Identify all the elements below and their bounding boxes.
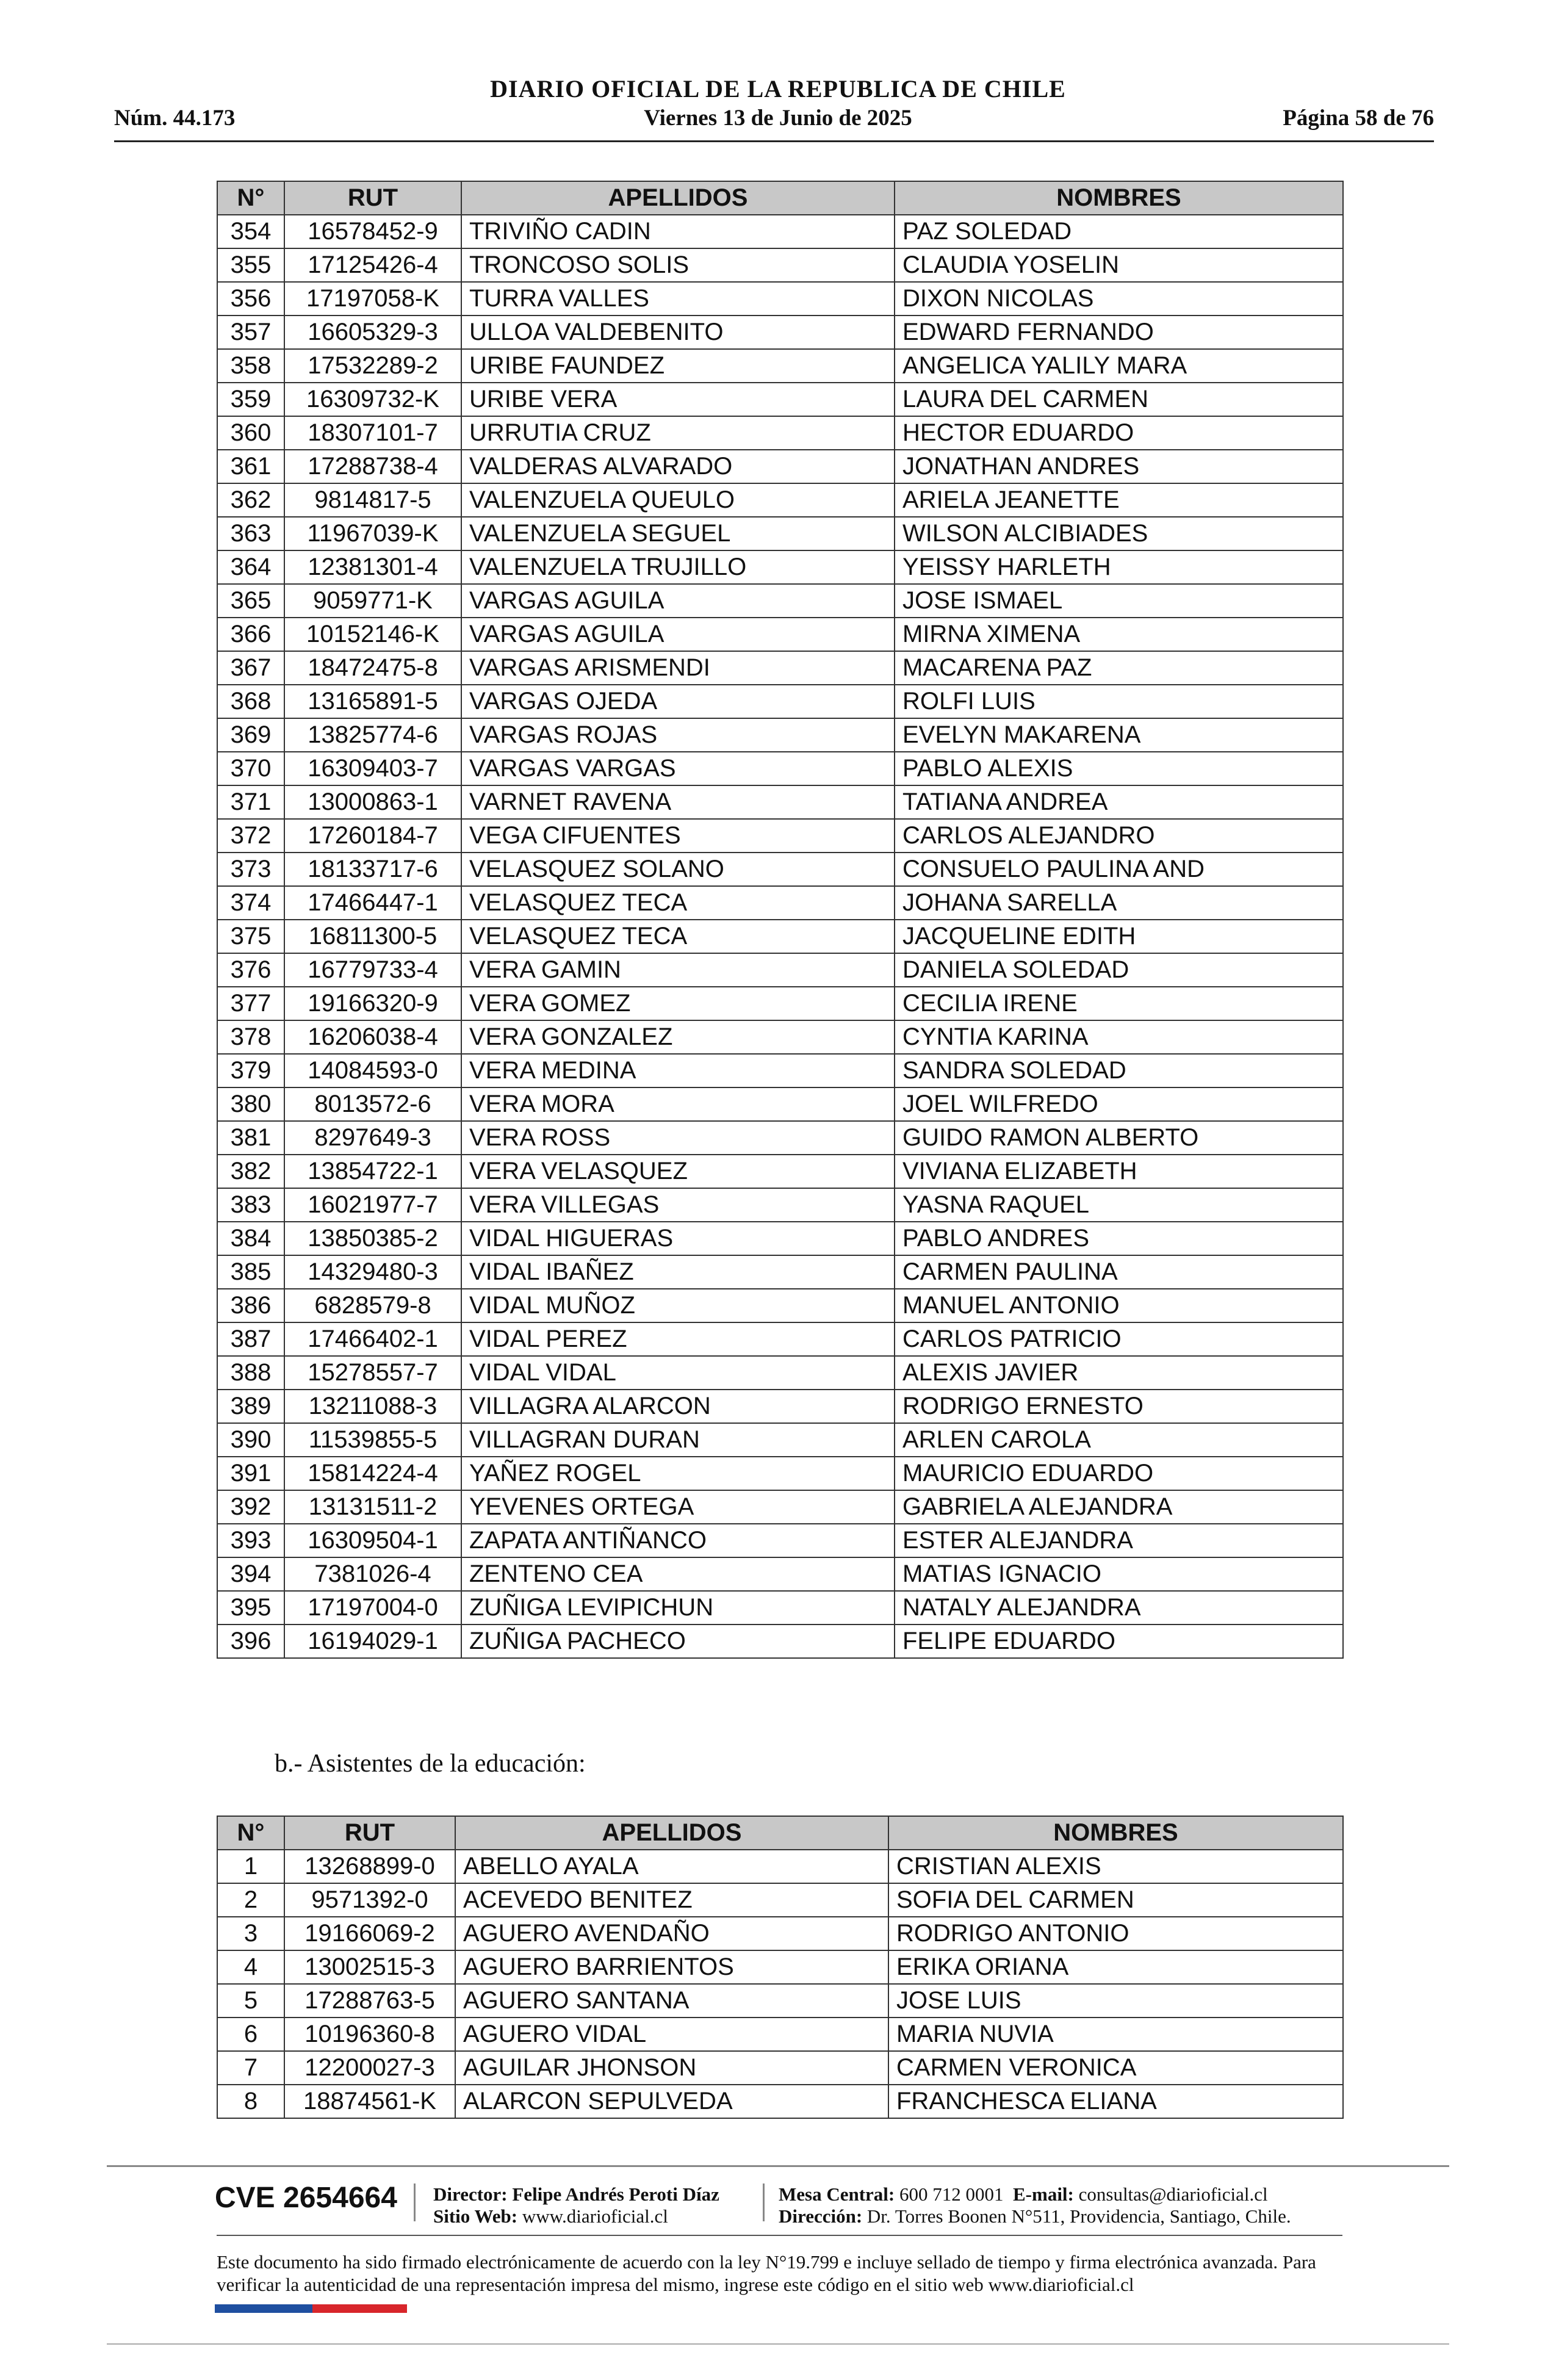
table-row xyxy=(217,316,1343,349)
cell-number: 368 xyxy=(217,685,284,718)
cell-rut: 11967039-K xyxy=(284,517,461,550)
cell-number: 354 xyxy=(217,215,284,248)
issue-number: Núm. 44.173 xyxy=(114,106,236,131)
cell-nombres: CYNTIA KARINA xyxy=(895,1020,1343,1054)
cell-nombres: WILSON ALCIBIADES xyxy=(895,517,1343,550)
cell-nombres: YEISSY HARLETH xyxy=(895,550,1343,584)
cve-code: CVE 2654664 xyxy=(215,2182,397,2214)
col-header-rut: RUT xyxy=(284,181,461,215)
cell-nombres: NATALY ALEJANDRA xyxy=(895,1591,1343,1625)
cell-rut: 13000863-1 xyxy=(284,785,461,819)
cell-apellidos: VALENZUELA QUEULO xyxy=(461,483,895,517)
cell-number: 376 xyxy=(217,953,284,987)
cell-nombres: MARIA NUVIA xyxy=(888,2018,1343,2051)
email-label: E-mail: xyxy=(1013,2183,1074,2205)
cell-rut: 19166320-9 xyxy=(284,987,461,1020)
cell-apellidos: VIDAL MUÑOZ xyxy=(461,1289,895,1322)
cell-apellidos: URIBE VERA xyxy=(461,383,895,416)
table-row xyxy=(217,450,1343,483)
cell-nombres: PAZ SOLEDAD xyxy=(895,215,1343,248)
cell-rut: 17260184-7 xyxy=(284,819,461,853)
table-row xyxy=(217,483,1343,517)
cell-apellidos: VARGAS VARGAS xyxy=(461,752,895,785)
cell-number: 385 xyxy=(217,1255,284,1289)
cell-rut: 13165891-5 xyxy=(284,685,461,718)
cell-apellidos: ABELLO AYALA xyxy=(455,1850,888,1883)
cell-nombres: LAURA DEL CARMEN xyxy=(895,383,1343,416)
cell-number: 358 xyxy=(217,349,284,383)
footer-separator xyxy=(414,2183,416,2221)
table-row xyxy=(217,215,1343,248)
phone-label: Mesa Central: xyxy=(779,2183,895,2205)
cell-rut: 18472475-8 xyxy=(284,651,461,685)
cell-rut: 17532289-2 xyxy=(284,349,461,383)
footer-director-block xyxy=(433,2183,719,2227)
cell-rut: 12200027-3 xyxy=(284,2051,455,2085)
table-row xyxy=(217,383,1343,416)
cell-number: 1 xyxy=(217,1850,284,1883)
cell-apellidos: VALENZUELA TRUJILLO xyxy=(461,550,895,584)
col-header-apellidos: APELLIDOS xyxy=(455,1816,888,1850)
table-row xyxy=(217,1883,1343,1917)
cell-apellidos: VERA MORA xyxy=(461,1087,895,1121)
col-header-number: N° xyxy=(217,1816,284,1850)
cell-number: 355 xyxy=(217,248,284,282)
cell-number: 380 xyxy=(217,1087,284,1121)
table-row xyxy=(217,1356,1343,1390)
table-row xyxy=(217,953,1343,987)
table-row xyxy=(217,517,1343,550)
web-link[interactable]: www.diarioficial.cl xyxy=(522,2205,668,2227)
cell-rut: 16194029-1 xyxy=(284,1625,461,1658)
footer-separator xyxy=(763,2183,765,2221)
cell-rut: 7381026-4 xyxy=(284,1557,461,1591)
cell-rut: 15814224-4 xyxy=(284,1457,461,1490)
cell-rut: 17288763-5 xyxy=(284,1984,455,2018)
table-row xyxy=(217,1524,1343,1557)
cell-nombres: YASNA RAQUEL xyxy=(895,1188,1343,1222)
cell-apellidos: AGUERO AVENDAÑO xyxy=(455,1917,888,1950)
cell-number: 361 xyxy=(217,450,284,483)
cell-number: 359 xyxy=(217,383,284,416)
cell-nombres: ANGELICA YALILY MARA xyxy=(895,349,1343,383)
cell-nombres: CONSUELO PAULINA AND xyxy=(895,853,1343,886)
asistentes-table xyxy=(217,1816,1344,2119)
table-row xyxy=(217,1054,1343,1087)
cell-number: 388 xyxy=(217,1356,284,1390)
cell-number: 392 xyxy=(217,1490,284,1524)
header-divider xyxy=(114,140,1434,142)
cell-nombres: ALEXIS JAVIER xyxy=(895,1356,1343,1390)
cell-nombres: MAURICIO EDUARDO xyxy=(895,1457,1343,1490)
table-row xyxy=(217,1625,1343,1658)
cell-nombres: RODRIGO ANTONIO xyxy=(888,1917,1343,1950)
email-link[interactable]: consultas@diarioficial.cl xyxy=(1078,2183,1268,2205)
cell-nombres: MATIAS IGNACIO xyxy=(895,1557,1343,1591)
cell-nombres: CARMEN VERONICA xyxy=(888,2051,1343,2085)
cell-apellidos: ZENTENO CEA xyxy=(461,1557,895,1591)
cell-number: 356 xyxy=(217,282,284,316)
table-row xyxy=(217,752,1343,785)
cell-rut: 16811300-5 xyxy=(284,920,461,953)
cell-rut: 16309732-K xyxy=(284,383,461,416)
page-indicator: Página 58 de 76 xyxy=(1283,106,1434,131)
cell-number: 362 xyxy=(217,483,284,517)
cell-apellidos: VALENZUELA SEGUEL xyxy=(461,517,895,550)
cell-rut: 10152146-K xyxy=(284,618,461,651)
table-header-row xyxy=(217,1816,1343,1850)
cell-number: 379 xyxy=(217,1054,284,1087)
cell-apellidos: VIDAL IBAÑEZ xyxy=(461,1255,895,1289)
table-row xyxy=(217,1255,1343,1289)
table-row xyxy=(217,248,1343,282)
cell-number: 373 xyxy=(217,853,284,886)
cell-apellidos: VARGAS OJEDA xyxy=(461,685,895,718)
cell-nombres: CARMEN PAULINA xyxy=(895,1255,1343,1289)
cell-rut: 6828579-8 xyxy=(284,1289,461,1322)
cell-apellidos: VIDAL VIDAL xyxy=(461,1356,895,1390)
cell-nombres: JONATHAN ANDRES xyxy=(895,450,1343,483)
cell-number: 393 xyxy=(217,1524,284,1557)
cell-apellidos: VERA GOMEZ xyxy=(461,987,895,1020)
cell-number: 5 xyxy=(217,1984,284,2018)
footer-divider xyxy=(107,2165,1449,2167)
cell-nombres: EVELYN MAKARENA xyxy=(895,718,1343,752)
cell-apellidos: VERA GONZALEZ xyxy=(461,1020,895,1054)
cell-apellidos: TURRA VALLES xyxy=(461,282,895,316)
cell-apellidos: TRIVIÑO CADIN xyxy=(461,215,895,248)
cell-apellidos: ULLOA VALDEBENITO xyxy=(461,316,895,349)
phone-number: 600 712 0001 xyxy=(899,2183,1004,2205)
cell-rut: 18874561-K xyxy=(284,2085,455,2118)
cell-number: 386 xyxy=(217,1289,284,1322)
cell-number: 363 xyxy=(217,517,284,550)
cell-apellidos: YEVENES ORTEGA xyxy=(461,1490,895,1524)
cell-rut: 17466447-1 xyxy=(284,886,461,920)
col-header-number: N° xyxy=(217,181,284,215)
cell-nombres: GABRIELA ALEJANDRA xyxy=(895,1490,1343,1524)
table-row xyxy=(217,1557,1343,1591)
table-row xyxy=(217,1222,1343,1255)
col-header-nombres: NOMBRES xyxy=(895,181,1343,215)
cell-number: 372 xyxy=(217,819,284,853)
section-heading-asistentes: b.- Asistentes de la educación: xyxy=(275,1750,586,1778)
cell-nombres: JOSE ISMAEL xyxy=(895,584,1343,618)
cell-nombres: VIVIANA ELIZABETH xyxy=(895,1155,1343,1188)
cell-number: 390 xyxy=(217,1423,284,1457)
cell-rut: 13850385-2 xyxy=(284,1222,461,1255)
table-row xyxy=(217,685,1343,718)
cell-apellidos: VIDAL HIGUERAS xyxy=(461,1222,895,1255)
cell-rut: 16206038-4 xyxy=(284,1020,461,1054)
cell-nombres: DANIELA SOLEDAD xyxy=(895,953,1343,987)
table-row xyxy=(217,853,1343,886)
cell-nombres: EDWARD FERNANDO xyxy=(895,316,1343,349)
cell-apellidos: VALDERAS ALVARADO xyxy=(461,450,895,483)
cell-apellidos: ZUÑIGA PACHECO xyxy=(461,1625,895,1658)
publication-title: DIARIO OFICIAL DE LA REPUBLICA DE CHILE xyxy=(490,75,1066,103)
cell-number: 369 xyxy=(217,718,284,752)
cell-rut: 16309403-7 xyxy=(284,752,461,785)
cell-nombres: MANUEL ANTONIO xyxy=(895,1289,1343,1322)
cell-rut: 10196360-8 xyxy=(284,2018,455,2051)
cell-number: 394 xyxy=(217,1557,284,1591)
cell-rut: 16309504-1 xyxy=(284,1524,461,1557)
director-name: Felipe Andrés Peroti Díaz xyxy=(512,2183,719,2205)
table-row xyxy=(217,1390,1343,1423)
cell-apellidos: AGUILAR JHONSON xyxy=(455,2051,888,2085)
cell-apellidos: URRUTIA CRUZ xyxy=(461,416,895,450)
table-row xyxy=(217,1423,1343,1457)
cell-number: 391 xyxy=(217,1457,284,1490)
cell-rut: 13268899-0 xyxy=(284,1850,455,1883)
cell-nombres: TATIANA ANDREA xyxy=(895,785,1343,819)
flag-stripe-blue xyxy=(215,2304,312,2313)
cell-number: 384 xyxy=(217,1222,284,1255)
cell-apellidos: VARGAS AGUILA xyxy=(461,584,895,618)
table-row xyxy=(217,1087,1343,1121)
cell-number: 2 xyxy=(217,1883,284,1917)
cell-apellidos: VELASQUEZ TECA xyxy=(461,886,895,920)
cell-number: 364 xyxy=(217,550,284,584)
table-row xyxy=(217,718,1343,752)
cell-nombres: SANDRA SOLEDAD xyxy=(895,1054,1343,1087)
cell-nombres: JACQUELINE EDITH xyxy=(895,920,1343,953)
signature-disclaimer: Este documento ha sido firmado electrónicamente de acuerdo con la ley N°19.799 e incluye sellado de tiempo y firma electrónica avanzada. Para verificar la autenticidad de una representación impresa del mismo, ingrese este código en el sitio web www.diarioficial.cl xyxy=(217,2251,1316,2295)
table-header-row xyxy=(217,181,1343,215)
cell-apellidos: VERA MEDINA xyxy=(461,1054,895,1087)
footer-inner-divider xyxy=(217,2235,1342,2236)
cell-number: 8 xyxy=(217,2085,284,2118)
cell-apellidos: VELASQUEZ SOLANO xyxy=(461,853,895,886)
table-row xyxy=(217,1155,1343,1188)
cell-number: 6 xyxy=(217,2018,284,2051)
cell-apellidos: ALARCON SEPULVEDA xyxy=(455,2085,888,2118)
table-row xyxy=(217,987,1343,1020)
col-header-apellidos: APELLIDOS xyxy=(461,181,895,215)
table-row xyxy=(217,1850,1343,1883)
table-row xyxy=(217,1020,1343,1054)
cell-apellidos: AGUERO BARRIENTOS xyxy=(455,1950,888,1984)
cell-nombres: ESTER ALEJANDRA xyxy=(895,1524,1343,1557)
cell-apellidos: VILLAGRA ALARCON xyxy=(461,1390,895,1423)
table-row xyxy=(217,1121,1343,1155)
cell-rut: 19166069-2 xyxy=(284,1917,455,1950)
table-row xyxy=(217,819,1343,853)
table-row xyxy=(217,1490,1343,1524)
col-header-nombres: NOMBRES xyxy=(888,1816,1343,1850)
table-row xyxy=(217,1457,1343,1490)
cell-apellidos: VARGAS ARISMENDI xyxy=(461,651,895,685)
cell-nombres: FELIPE EDUARDO xyxy=(895,1625,1343,1658)
table-row xyxy=(217,550,1343,584)
cell-number: 374 xyxy=(217,886,284,920)
cell-nombres: CECILIA IRENE xyxy=(895,987,1343,1020)
cell-apellidos: ZUÑIGA LEVIPICHUN xyxy=(461,1591,895,1625)
docentes-table xyxy=(217,181,1344,1659)
table-row xyxy=(217,618,1343,651)
cell-number: 383 xyxy=(217,1188,284,1222)
issue-date: Viernes 13 de Junio de 2025 xyxy=(644,106,912,131)
footer-bottom-divider xyxy=(107,2343,1449,2345)
cell-rut: 17466402-1 xyxy=(284,1322,461,1356)
cell-rut: 14084593-0 xyxy=(284,1054,461,1087)
cell-rut: 17288738-4 xyxy=(284,450,461,483)
table-row xyxy=(217,349,1343,383)
cell-apellidos: VELASQUEZ TECA xyxy=(461,920,895,953)
cell-number: 357 xyxy=(217,316,284,349)
director-label: Director: xyxy=(433,2183,508,2205)
cell-nombres: MACARENA PAZ xyxy=(895,651,1343,685)
cell-rut: 13131511-2 xyxy=(284,1490,461,1524)
cell-rut: 15278557-7 xyxy=(284,1356,461,1390)
cell-number: 375 xyxy=(217,920,284,953)
cell-number: 366 xyxy=(217,618,284,651)
cell-rut: 14329480-3 xyxy=(284,1255,461,1289)
cell-number: 395 xyxy=(217,1591,284,1625)
cell-rut: 9814817-5 xyxy=(284,483,461,517)
cell-rut: 18307101-7 xyxy=(284,416,461,450)
cell-number: 370 xyxy=(217,752,284,785)
cell-number: 381 xyxy=(217,1121,284,1155)
table-row xyxy=(217,416,1343,450)
cell-number: 367 xyxy=(217,651,284,685)
cell-nombres: ERIKA ORIANA xyxy=(888,1950,1343,1984)
table-row xyxy=(217,1322,1343,1356)
web-label: Sitio Web: xyxy=(433,2205,518,2227)
cell-number: 371 xyxy=(217,785,284,819)
table-row xyxy=(217,1950,1343,1984)
cell-nombres: ARLEN CAROLA xyxy=(895,1423,1343,1457)
cell-number: 382 xyxy=(217,1155,284,1188)
table-row xyxy=(217,1591,1343,1625)
cell-apellidos: URIBE FAUNDEZ xyxy=(461,349,895,383)
cell-apellidos: VERA VELASQUEZ xyxy=(461,1155,895,1188)
footer-contact-block xyxy=(779,2183,1291,2227)
table-row xyxy=(217,2051,1343,2085)
cell-nombres: JOSE LUIS xyxy=(888,1984,1343,2018)
cell-number: 7 xyxy=(217,2051,284,2085)
table-row xyxy=(217,1188,1343,1222)
cell-nombres: JOHANA SARELLA xyxy=(895,886,1343,920)
table-row xyxy=(217,651,1343,685)
address-label: Dirección: xyxy=(779,2205,863,2227)
cell-rut: 13854722-1 xyxy=(284,1155,461,1188)
flag-stripe-red xyxy=(312,2304,407,2313)
cell-nombres: CLAUDIA YOSELIN xyxy=(895,248,1343,282)
table-row xyxy=(217,584,1343,618)
cell-rut: 16021977-7 xyxy=(284,1188,461,1222)
cell-nombres: PABLO ALEXIS xyxy=(895,752,1343,785)
cell-rut: 17125426-4 xyxy=(284,248,461,282)
cell-nombres: ROLFI LUIS xyxy=(895,685,1343,718)
cell-apellidos: AGUERO SANTANA xyxy=(455,1984,888,2018)
cell-apellidos: VERA GAMIN xyxy=(461,953,895,987)
cell-apellidos: VERA VILLEGAS xyxy=(461,1188,895,1222)
cell-nombres: HECTOR EDUARDO xyxy=(895,416,1343,450)
cell-number: 387 xyxy=(217,1322,284,1356)
cell-number: 4 xyxy=(217,1950,284,1984)
cell-rut: 13002515-3 xyxy=(284,1950,455,1984)
address-text: Dr. Torres Boonen N°511, Providencia, Santiago, Chile. xyxy=(866,2205,1291,2227)
cell-nombres: CARLOS PATRICIO xyxy=(895,1322,1343,1356)
cell-nombres: CRISTIAN ALEXIS xyxy=(888,1850,1343,1883)
cell-rut: 16779733-4 xyxy=(284,953,461,987)
cell-rut: 11539855-5 xyxy=(284,1423,461,1457)
cell-rut: 18133717-6 xyxy=(284,853,461,886)
table-row xyxy=(217,886,1343,920)
cell-apellidos: VARGAS AGUILA xyxy=(461,618,895,651)
cell-number: 396 xyxy=(217,1625,284,1658)
cell-number: 3 xyxy=(217,1917,284,1950)
cell-apellidos: VERA ROSS xyxy=(461,1121,895,1155)
cell-apellidos: VARGAS ROJAS xyxy=(461,718,895,752)
cell-rut: 12381301-4 xyxy=(284,550,461,584)
cell-number: 360 xyxy=(217,416,284,450)
cell-nombres: SOFIA DEL CARMEN xyxy=(888,1883,1343,1917)
table-row xyxy=(217,785,1343,819)
cell-nombres: PABLO ANDRES xyxy=(895,1222,1343,1255)
cell-rut: 16578452-9 xyxy=(284,215,461,248)
cell-rut: 8297649-3 xyxy=(284,1121,461,1155)
cell-number: 377 xyxy=(217,987,284,1020)
cell-nombres: MIRNA XIMENA xyxy=(895,618,1343,651)
cell-rut: 17197058-K xyxy=(284,282,461,316)
cell-rut: 16605329-3 xyxy=(284,316,461,349)
cell-apellidos: AGUERO VIDAL xyxy=(455,2018,888,2051)
cell-rut: 9059771-K xyxy=(284,584,461,618)
cell-nombres: FRANCHESCA ELIANA xyxy=(888,2085,1343,2118)
cell-number: 389 xyxy=(217,1390,284,1423)
cell-apellidos: VIDAL PEREZ xyxy=(461,1322,895,1356)
cell-apellidos: ACEVEDO BENITEZ xyxy=(455,1883,888,1917)
cell-rut: 13825774-6 xyxy=(284,718,461,752)
cell-nombres: ARIELA JEANETTE xyxy=(895,483,1343,517)
cell-apellidos: VARNET RAVENA xyxy=(461,785,895,819)
table-row xyxy=(217,282,1343,316)
table-row xyxy=(217,920,1343,953)
table-row xyxy=(217,1917,1343,1950)
cell-rut: 8013572-6 xyxy=(284,1087,461,1121)
cell-rut: 9571392-0 xyxy=(284,1883,455,1917)
cell-nombres: RODRIGO ERNESTO xyxy=(895,1390,1343,1423)
col-header-rut: RUT xyxy=(284,1816,455,1850)
table-row xyxy=(217,2018,1343,2051)
table-row xyxy=(217,1984,1343,2018)
cell-apellidos: TRONCOSO SOLIS xyxy=(461,248,895,282)
cell-nombres: JOEL WILFREDO xyxy=(895,1087,1343,1121)
cell-rut: 13211088-3 xyxy=(284,1390,461,1423)
table-row xyxy=(217,2085,1343,2118)
cell-number: 378 xyxy=(217,1020,284,1054)
cell-apellidos: ZAPATA ANTIÑANCO xyxy=(461,1524,895,1557)
cell-rut: 17197004-0 xyxy=(284,1591,461,1625)
cell-number: 365 xyxy=(217,584,284,618)
cell-nombres: GUIDO RAMON ALBERTO xyxy=(895,1121,1343,1155)
cell-apellidos: VEGA CIFUENTES xyxy=(461,819,895,853)
cell-apellidos: VILLAGRAN DURAN xyxy=(461,1423,895,1457)
cell-nombres: CARLOS ALEJANDRO xyxy=(895,819,1343,853)
cell-nombres: DIXON NICOLAS xyxy=(895,282,1343,316)
table-row xyxy=(217,1289,1343,1322)
cell-apellidos: YAÑEZ ROGEL xyxy=(461,1457,895,1490)
